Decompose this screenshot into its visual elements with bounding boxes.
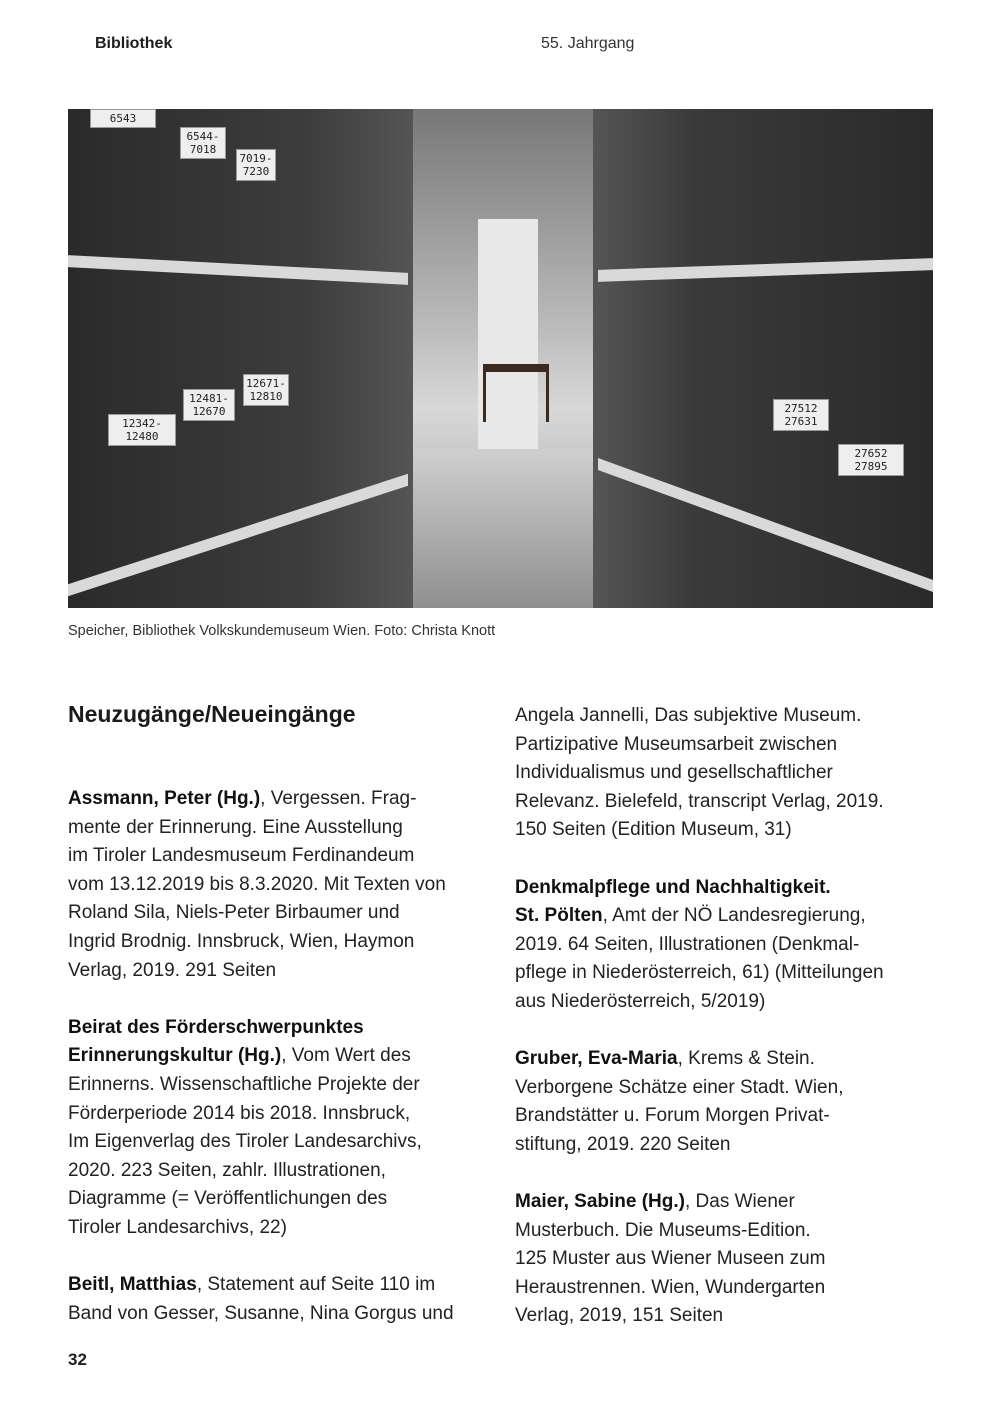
entry-line	[515, 1102, 955, 1131]
entry-text: , Vergessen. Frag-	[260, 788, 417, 809]
entry-line	[68, 1271, 508, 1300]
entry-text: Partizipative Museumsarbeit zwischen	[515, 733, 838, 755]
bibliography-entry	[68, 785, 508, 985]
entry-text: , Das Wiener	[684, 1191, 795, 1213]
box-label: 6544-7018	[180, 127, 226, 159]
entry-text: Verlag, 2019. 291 Seiten	[68, 959, 277, 981]
entry-line	[68, 1014, 508, 1043]
entry-line	[515, 1188, 955, 1217]
entry-text: aus Niederösterreich, 5/2019)	[515, 990, 766, 1012]
entry-text: Verborgene Schätze einer Stadt. Wien,	[515, 1076, 844, 1098]
entry-line	[68, 1071, 508, 1100]
corridor-floor	[413, 449, 593, 608]
entry-line	[515, 759, 955, 788]
entry-text: , Vom Wert des	[281, 1045, 411, 1067]
box-label: 7019-7230	[236, 149, 276, 181]
entry-author: St. Pölten	[515, 905, 603, 927]
box-label: 12342-12480	[108, 414, 176, 446]
bibliography-entry	[68, 1014, 508, 1243]
entry-text: Heraustrennen. Wien, Wundergarten	[515, 1276, 826, 1298]
entry-line	[515, 1245, 955, 1274]
entry-text: Brandstätter u. Forum Morgen Privat-	[515, 1105, 830, 1127]
entry-line	[68, 871, 508, 900]
entry-text: Relevanz. Bielefeld, transcript Verlag, 2019.	[515, 790, 884, 812]
entry-text: Angela Jannelli, Das subjektive Museum.	[515, 705, 862, 726]
entry-text: vom 13.12.2019 bis 8.3.2020. Mit Texten von	[68, 873, 446, 895]
entry-line	[515, 988, 955, 1017]
entry-line	[515, 1274, 955, 1303]
bibliography-entry	[68, 1271, 508, 1328]
photo-caption: Speicher, Bibliothek Volkskundemuseum Wien. Foto: Christa Knott	[68, 623, 496, 639]
box-label: 12481-12670	[183, 389, 235, 421]
entry-text: 2020. 223 Seiten, zahlr. Illustrationen,	[68, 1159, 386, 1181]
entry-line	[68, 1185, 508, 1214]
entry-line	[68, 814, 508, 843]
entry-text: Roland Sila, Niels-Peter Birbaumer und	[68, 902, 400, 924]
running-header-section: Bibliothek	[95, 35, 173, 52]
box-label: 6543	[90, 109, 156, 128]
entry-line	[68, 1157, 508, 1186]
entry-line	[68, 785, 508, 814]
entry-text: 2019. 64 Seiten, Illustrationen (Denkmal-	[515, 933, 860, 955]
right-entries	[515, 702, 955, 1331]
left-column	[68, 700, 508, 1357]
page-number: 32	[68, 1350, 87, 1369]
entry-line	[68, 1042, 508, 1071]
chair	[483, 364, 549, 422]
entry-line	[68, 928, 508, 957]
entry-line	[515, 702, 955, 731]
bibliography-entry	[515, 1045, 955, 1159]
entry-line	[515, 731, 955, 760]
box-label: 27652 27895	[838, 444, 904, 476]
entry-text: pflege in Niederösterreich, 61) (Mitteilungen	[515, 962, 884, 984]
entry-text: Förderperiode 2014 bis 2018. Innsbruck,	[68, 1102, 411, 1124]
box-label: 27512 27631	[773, 399, 829, 431]
bibliography-entry	[515, 874, 955, 1017]
entry-text: , Krems & Stein.	[677, 1048, 815, 1070]
section-title: Neuzugänge/Neueingänge	[68, 701, 356, 727]
entry-text: Individualismus und gesellschaftlicher	[515, 762, 833, 784]
entry-line	[515, 902, 955, 931]
entry-text: Tiroler Landesarchivs, 22)	[68, 1216, 287, 1238]
entry-text: stiftung, 2019. 220 Seiten	[515, 1133, 731, 1155]
entry-line	[68, 899, 508, 928]
entry-text: 125 Muster aus Wiener Museen zum	[515, 1248, 826, 1270]
box-label: 12671-12810	[243, 374, 289, 406]
entry-text: im Tiroler Landesmuseum Ferdinandeum	[68, 845, 415, 867]
right-shelving	[593, 109, 933, 608]
right-column	[515, 702, 955, 1360]
bibliography-entry	[515, 702, 955, 845]
entry-line	[515, 1217, 955, 1246]
entry-author: Gruber, Eva-Maria	[515, 1048, 678, 1070]
entry-line	[68, 1128, 508, 1157]
entry-line	[515, 788, 955, 817]
entry-author: Beitl, Matthias	[68, 1274, 197, 1296]
entry-line	[515, 1302, 955, 1331]
entry-text: mente der Erinnerung. Eine Ausstellung	[68, 816, 403, 838]
entry-text: Verlag, 2019, 151 Seiten	[515, 1305, 724, 1327]
entry-line	[515, 959, 955, 988]
entry-line	[68, 957, 508, 986]
entry-line	[68, 1300, 508, 1329]
left-entries	[68, 785, 508, 1328]
entry-text: Diagramme (= Veröffentlichungen des	[68, 1188, 388, 1210]
entry-text: Musterbuch. Die Museums-Edition.	[515, 1219, 811, 1241]
entry-line	[515, 1131, 955, 1160]
entry-line	[68, 1100, 508, 1129]
entry-line	[68, 842, 508, 871]
entry-text: Ingrid Brodnig. Innsbruck, Wien, Haymon	[68, 930, 415, 952]
entry-text: , Statement auf Seite 110 im	[196, 1274, 436, 1296]
entry-line	[515, 816, 955, 845]
entry-line	[515, 931, 955, 960]
entry-text: , Amt der NÖ Landesregierung,	[602, 905, 866, 927]
entry-author: Maier, Sabine (Hg.)	[515, 1191, 685, 1213]
bibliography-entry	[515, 1188, 955, 1331]
entry-author: Denkmalpflege und Nachhaltigkeit.	[515, 876, 831, 898]
entry-text: Erinnerns. Wissenschaftliche Projekte der	[68, 1073, 420, 1095]
running-header-volume: 55. Jahrgang	[541, 35, 635, 52]
entry-line	[68, 1214, 508, 1243]
entry-line	[515, 1045, 955, 1074]
entry-text: Band von Gesser, Susanne, Nina Gorgus und	[68, 1302, 454, 1324]
entry-line	[515, 1074, 955, 1103]
entry-text: Im Eigenverlag des Tiroler Landesarchivs,	[68, 1131, 422, 1153]
entry-author: Beirat des Förderschwerpunktes	[68, 1016, 364, 1038]
entry-author: Erinnerungskultur (Hg.)	[68, 1045, 282, 1067]
entry-author: Assmann, Peter (Hg.)	[68, 788, 261, 809]
library-storage-photo	[68, 109, 933, 608]
entry-line	[515, 874, 955, 903]
entry-text: 150 Seiten (Edition Museum, 31)	[515, 819, 792, 841]
